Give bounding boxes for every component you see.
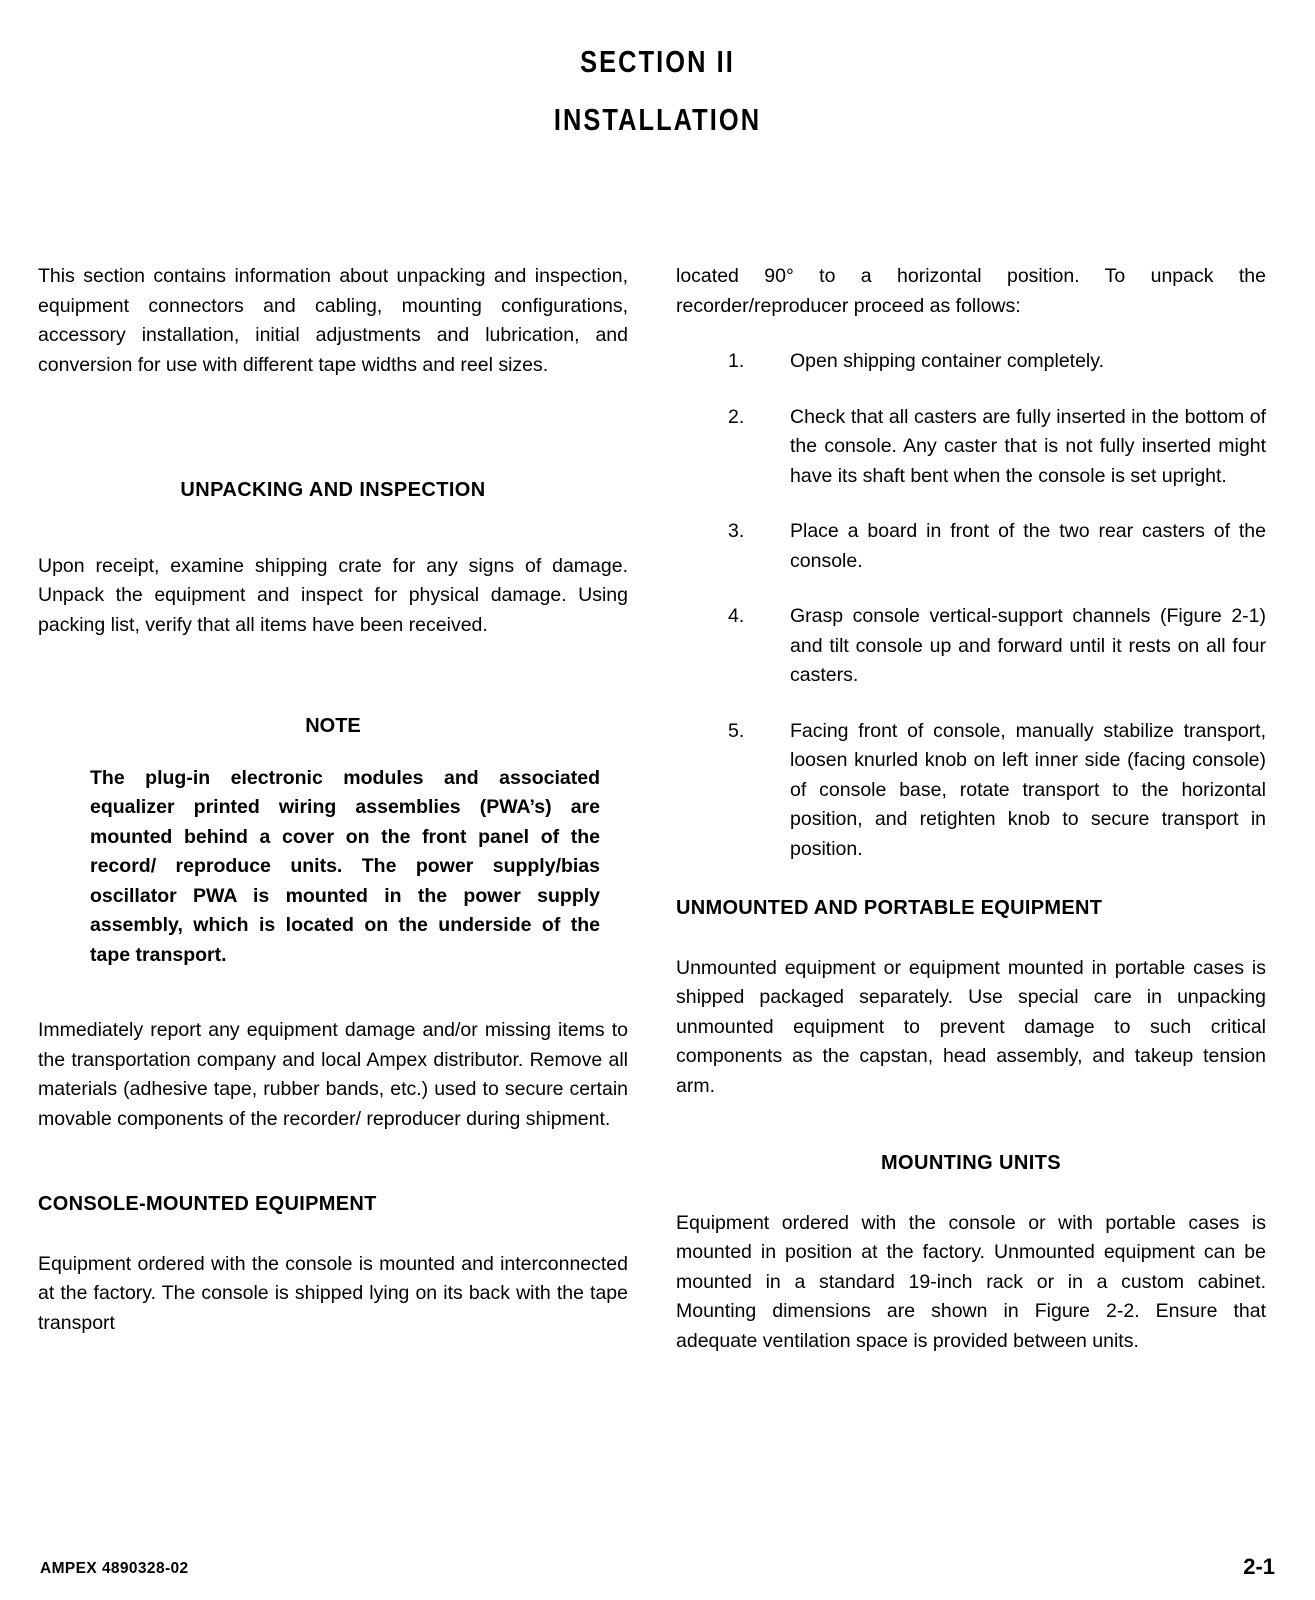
spacer [38, 1160, 628, 1190]
spacer [676, 1127, 1266, 1149]
list-item-text: Grasp console vertical-support channels (Figure 2-1) and tilt console up and forward until it rests on all four casters. [790, 605, 1266, 686]
list-item [728, 517, 1266, 576]
list-item-text: Place a board in front of the two rear casters of the console. [790, 520, 1266, 572]
unpack-steps-wrapper [728, 347, 1266, 864]
document-header [0, 44, 1315, 138]
list-item [728, 347, 1266, 377]
note-title: NOTE [305, 715, 361, 737]
report-damage-paragraph: Immediately report any equipment damage and/or missing items to the transportation company and local Ampex distributor. Remove all materials (adhesive tape, rubber bands, etc.) used to secure certain movable components of the recorder/ reproducer during shipment. [38, 1019, 628, 1130]
section-number: SECTION II [580, 44, 735, 79]
heading-mounting-units: MOUNTING UNITS [880, 1152, 1062, 1174]
note-body: The plug-in electronic modules and associated equalizer printed wiring assemblies (PWA’s) are mounted behind a cover on the front panel of the record/ reproduce units. The power supply/bias oscillator PWA is mounted in the power supply assembly, which is located on the underside of the tape transport. [90, 766, 600, 966]
spacer [38, 1220, 628, 1250]
intro-paragraph: This section contains information about unpacking and inspection, equipment connectors and cabling, mounting configurations, accessory installation, initial adjustments and lubrication, and conversion for use with different tape widths and reel sizes. [38, 265, 628, 376]
heading-unmounted-and-portable-equipment: UNMOUNTED AND PORTABLE EQUIPMENT [676, 897, 1103, 919]
unpack-steps-list [728, 347, 1266, 864]
heading-unpacking-and-inspection: UNPACKING AND INSPECTION [180, 479, 486, 501]
spacer [676, 924, 1266, 954]
right-column [676, 262, 1266, 1356]
list-item-number: 2. [728, 405, 745, 428]
list-item-number: 1. [728, 350, 745, 372]
footer-document-number: AMPEX 4890328-02 [40, 1560, 189, 1577]
unpacking-paragraph: Upon receipt, examine shipping crate for any signs of damage. Unpack the equipment and inspect for physical damage. Using packing list, verify that all items have been received. [38, 554, 628, 636]
spacer [676, 1179, 1266, 1209]
list-item-number: 4. [728, 605, 745, 627]
footer-page-number: 2-1 [1243, 1554, 1275, 1579]
list-item-number: 5. [728, 719, 745, 742]
continuation-paragraph: located 90° to a horizontal position. To unpack the recorder/reproducer proceed as follows: [676, 265, 1266, 317]
spacer [676, 864, 1266, 894]
list-item [728, 403, 1266, 492]
list-item-text: Check that all casters are fully inserted in the bottom of the console. Any caster that is not fully inserted might have its shaft bent when the console is set upright. [790, 405, 1266, 487]
heading-console-mounted-equipment: CONSOLE-MOUNTED EQUIPMENT [38, 1193, 377, 1215]
list-item-number: 3. [728, 520, 745, 542]
list-item-text: Facing front of console, manually stabilize transport, loosen knurled knob on left inner side (facing console) of console base, rotate transport to the horizontal position, and retighten knob to secure transport in position. [790, 719, 1266, 860]
spacer [38, 666, 628, 712]
spacer [38, 506, 628, 552]
unmounted-paragraph: Unmounted equipment or equipment mounted in portable cases is shipped packaged separately. Use special care in unpacking unmounted equipment to prevent damage to such critical components as the capstan, head assembly, and takeup tension arm. [676, 956, 1266, 1097]
list-item [728, 717, 1266, 865]
spacer [38, 970, 628, 1016]
list-item [728, 602, 1266, 691]
left-column [38, 262, 628, 1338]
mounting-paragraph: Equipment ordered with the console or with portable cases is mounted in position at the factory. Unmounted equipment can be mounted in a standard 19-inch rack or in a custom cabinet. Mounting dimensions are shown in Figure 2-2. Ensure that adequate ventilation space is provided between units. [676, 1211, 1266, 1352]
section-title: INSTALLATION [553, 102, 762, 137]
list-item-text: Open shipping container completely. [790, 350, 1104, 372]
spacer [38, 406, 628, 476]
console-paragraph: Equipment ordered with the console is mounted and interconnected at the factory. The console is shipped lying on its back with the tape transport [38, 1252, 628, 1334]
